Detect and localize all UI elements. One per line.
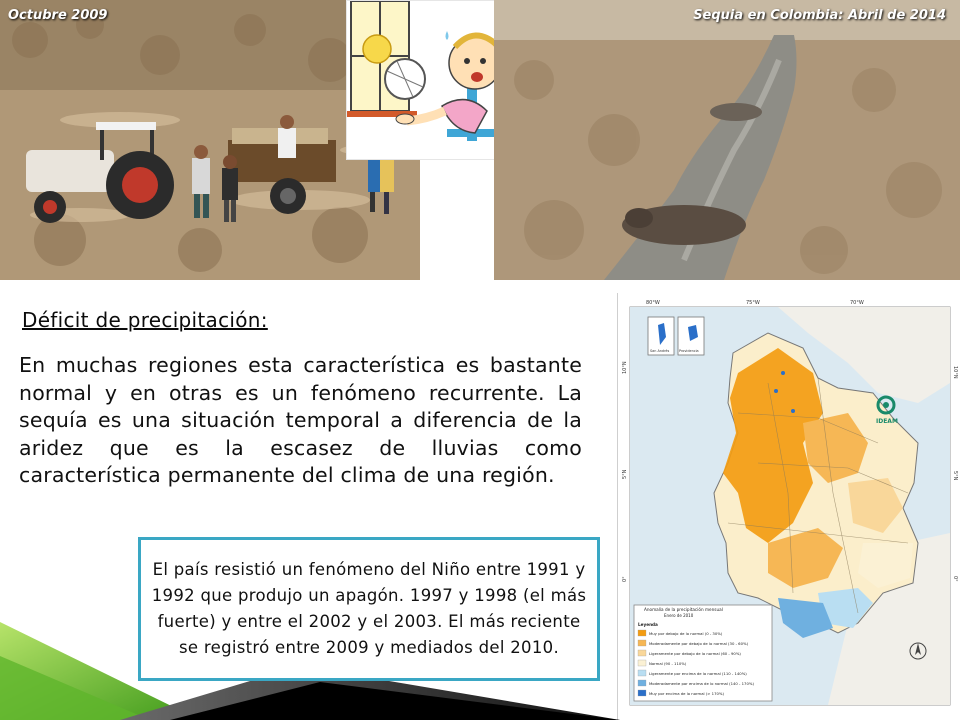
map-tick-top-1: 75°W [746,300,760,306]
inset-label-san-andres: San Andrés [650,349,670,353]
legend-label: Muy por debajo de lo normal (0 - 30%) [649,631,723,636]
legend-label: Muy por encima de lo normal (> 170%) [649,691,725,696]
legend-swatch [638,670,646,676]
map-tick-top-2: 70°W [850,300,864,306]
map-tick-left-1: 5°N [622,469,628,479]
legend-label: Ligeramente por encima de lo normal (110 - 140%) [649,671,747,676]
riverbed-photo [494,0,960,280]
legend-title: Anomalía de la precipitación mensual [644,607,723,612]
section-heading: Déficit de precipitación: [22,308,268,332]
legend-swatch [638,630,646,636]
farm-photo-caption: Octubre 2009 [8,8,108,23]
map-tick-right-2: 0° [952,576,958,582]
ideam-label: IDEAM [876,418,898,425]
callout-text: El país resistió un fenómeno del Niño entre 1991 y 1992 que produjo un apagón. 1997 y 1998 (el más fuerte) y entre el 2002 y el 2003. El más reciente se registró entre 2009 y mediados del 2010. [151,560,587,657]
legend-subtitle: Enero de 2010 [664,613,694,618]
body-paragraph: En muchas regiones esta característica es bastante normal y en otras es un fenómeno recurrente. La sequía es una situación temporal a diferencia de la aridez que es la escasez de lluvias como característica permanente del clima de una región. [19,353,582,487]
riverbed-photo-caption: Sequia en Colombia: Abril de 2014 [693,8,946,23]
map-tick-right-1: 5°N [952,471,958,481]
legend-label: Normal (90 - 110%) [649,661,687,666]
legend-swatch [638,660,646,666]
legend-label: Moderadamente por encima de lo normal (140 - 170%) [649,681,754,686]
legend-swatch [638,650,646,656]
callout-box [138,537,600,681]
map-tick-left-2: 0° [622,576,628,582]
legend-swatch [638,640,646,646]
legend-swatch [638,680,646,686]
map-tick-right-0: 10°N [952,366,958,379]
colombia-map-svg [618,293,960,720]
legend-heading: Leyenda [638,622,658,627]
precipitation-anomaly-map [617,293,960,720]
map-tick-left-0: 10°N [622,361,628,374]
legend-swatch [638,690,646,696]
map-tick-top-0: 80°W [646,300,660,306]
dry-riverbed-scene [494,0,960,280]
legend-label: Ligeramente por debajo de lo normal (60 - 90%) [649,651,741,656]
inset-label-providencia: Providencia [679,349,699,353]
legend-label: Moderadamente por debajo de lo normal (30 - 60%) [649,641,749,646]
